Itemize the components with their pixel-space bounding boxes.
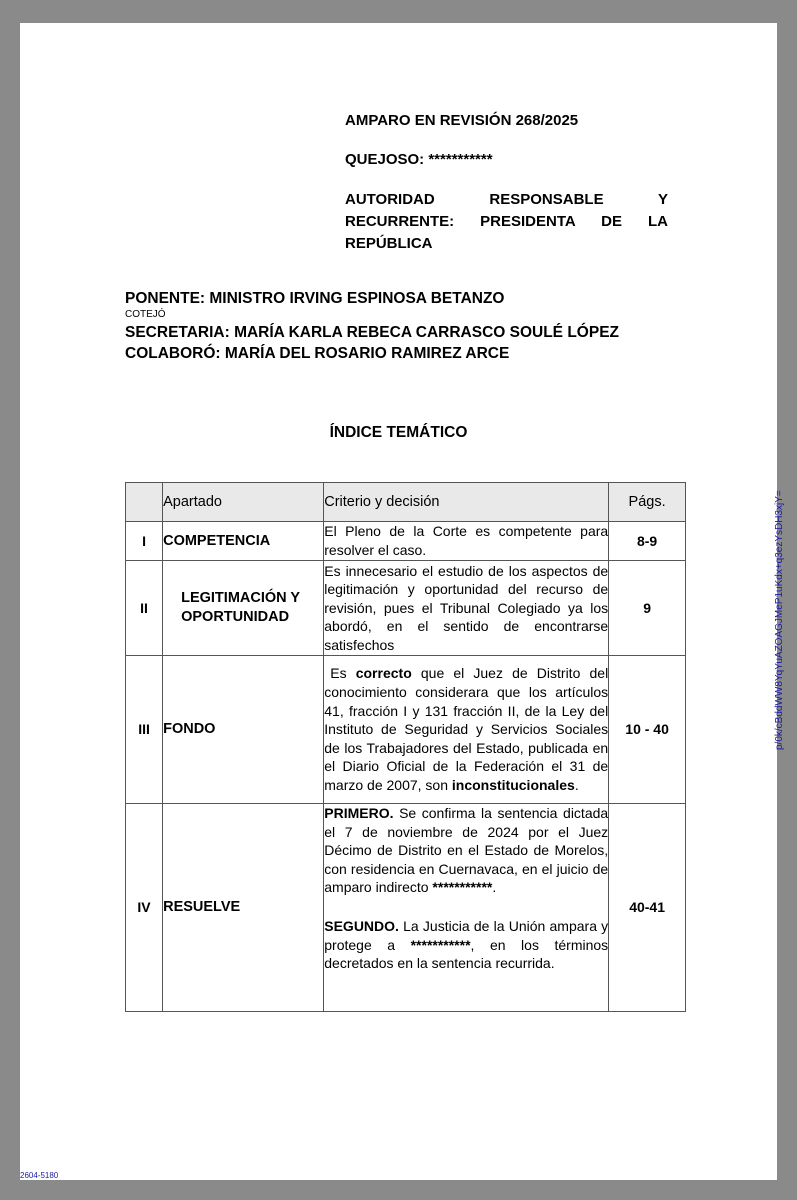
ponente-line: PONENTE: MINISTRO IRVING ESPINOSA BETANZO [125, 290, 505, 307]
table-row [126, 522, 686, 561]
index-table [125, 482, 686, 1012]
cotejo-label: COTEJÓ [125, 309, 166, 320]
row-criterio: El Pleno de la Corte es competente para resolver el caso. [324, 522, 609, 561]
index-title: ÍNDICE TEMÁTICO [329, 424, 468, 441]
row-criterio [324, 656, 609, 804]
row-criterio: Es innecesario el estudio de los aspectos de legitimación y oportunidad del recurso de revisión, pues el Tribunal Colegiado ya los abordó, en el sentido de encontrarse satisfechos [324, 561, 609, 656]
row-apartado: COMPETENCIA [163, 522, 324, 561]
table-row [126, 561, 686, 656]
fondo-text: Es correcto que el Juez de Distrito del conocimiento considerara que los artículos 41, fracción I y 131 fracción II, de la Ley del Instituto de Seguridad y Servicios Sociales de los Trabajadores del Estado, publicada en el Diario Oficial de la Federación el 31 de marzo de 2007, son inconstitucionales. [324, 665, 609, 793]
secretaria-line: SECRETARIA: MARÍA KARLA REBECA CARRASCO SOULÉ LÓPEZ [125, 324, 619, 341]
side-verification-code: p/0k/cBddWW8YqYuAZOAGJMeP1uKdx+q3ezYsDH3xjY= [774, 490, 785, 750]
primero-paragraph: PRIMERO. Se confirma la sentencia dictada el 7 de noviembre de 2024 por el Juez Décimo de Distrito en el Estado de Morelos, con residencia en Cuernavaca, en el juicio de amparo indirecto ***********. [324, 805, 609, 896]
autoridad-line: AUTORIDAD RESPONSABLE Y RECURRENTE: PRESIDENTA DE LA REPÚBLICA [345, 191, 668, 252]
row-number: I [126, 522, 163, 561]
col-header-apartado: Apartado [163, 483, 324, 522]
row-number: III [126, 656, 163, 804]
document-stamp: 2604-5180 [20, 1171, 59, 1180]
document-page [20, 23, 777, 1180]
row-pages: 10 - 40 [609, 656, 686, 804]
row-apartado: RESUELVE [163, 804, 324, 1012]
row-apartado: FONDO [163, 656, 324, 804]
row-pages: 40-41 [609, 804, 686, 1012]
quejoso-line: QUEJOSO: *********** [345, 151, 493, 168]
index-header-row [126, 483, 686, 522]
col-header-criterio: Criterio y decisión [324, 483, 609, 522]
row-apartado: LEGITIMACIÓN Y OPORTUNIDAD [163, 561, 324, 656]
case-number: AMPARO EN REVISIÓN 268/2025 [345, 112, 579, 129]
row-pages: 9 [609, 561, 686, 656]
col-header-num [126, 483, 163, 522]
col-header-pags: Págs. [609, 483, 686, 522]
segundo-paragraph: SEGUNDO. La Justicia de la Unión ampara y protege a ***********, en los términos decretados en la sentencia recurrida. [324, 917, 609, 972]
row-criterio [324, 804, 609, 1012]
colaboro-line: COLABORÓ: MARÍA DEL ROSARIO RAMIREZ ARCE [125, 345, 510, 362]
table-row [126, 656, 686, 804]
row-number: IV [126, 804, 163, 1012]
row-number: II [126, 561, 163, 656]
row-pages: 8-9 [609, 522, 686, 561]
table-row [126, 804, 686, 1012]
